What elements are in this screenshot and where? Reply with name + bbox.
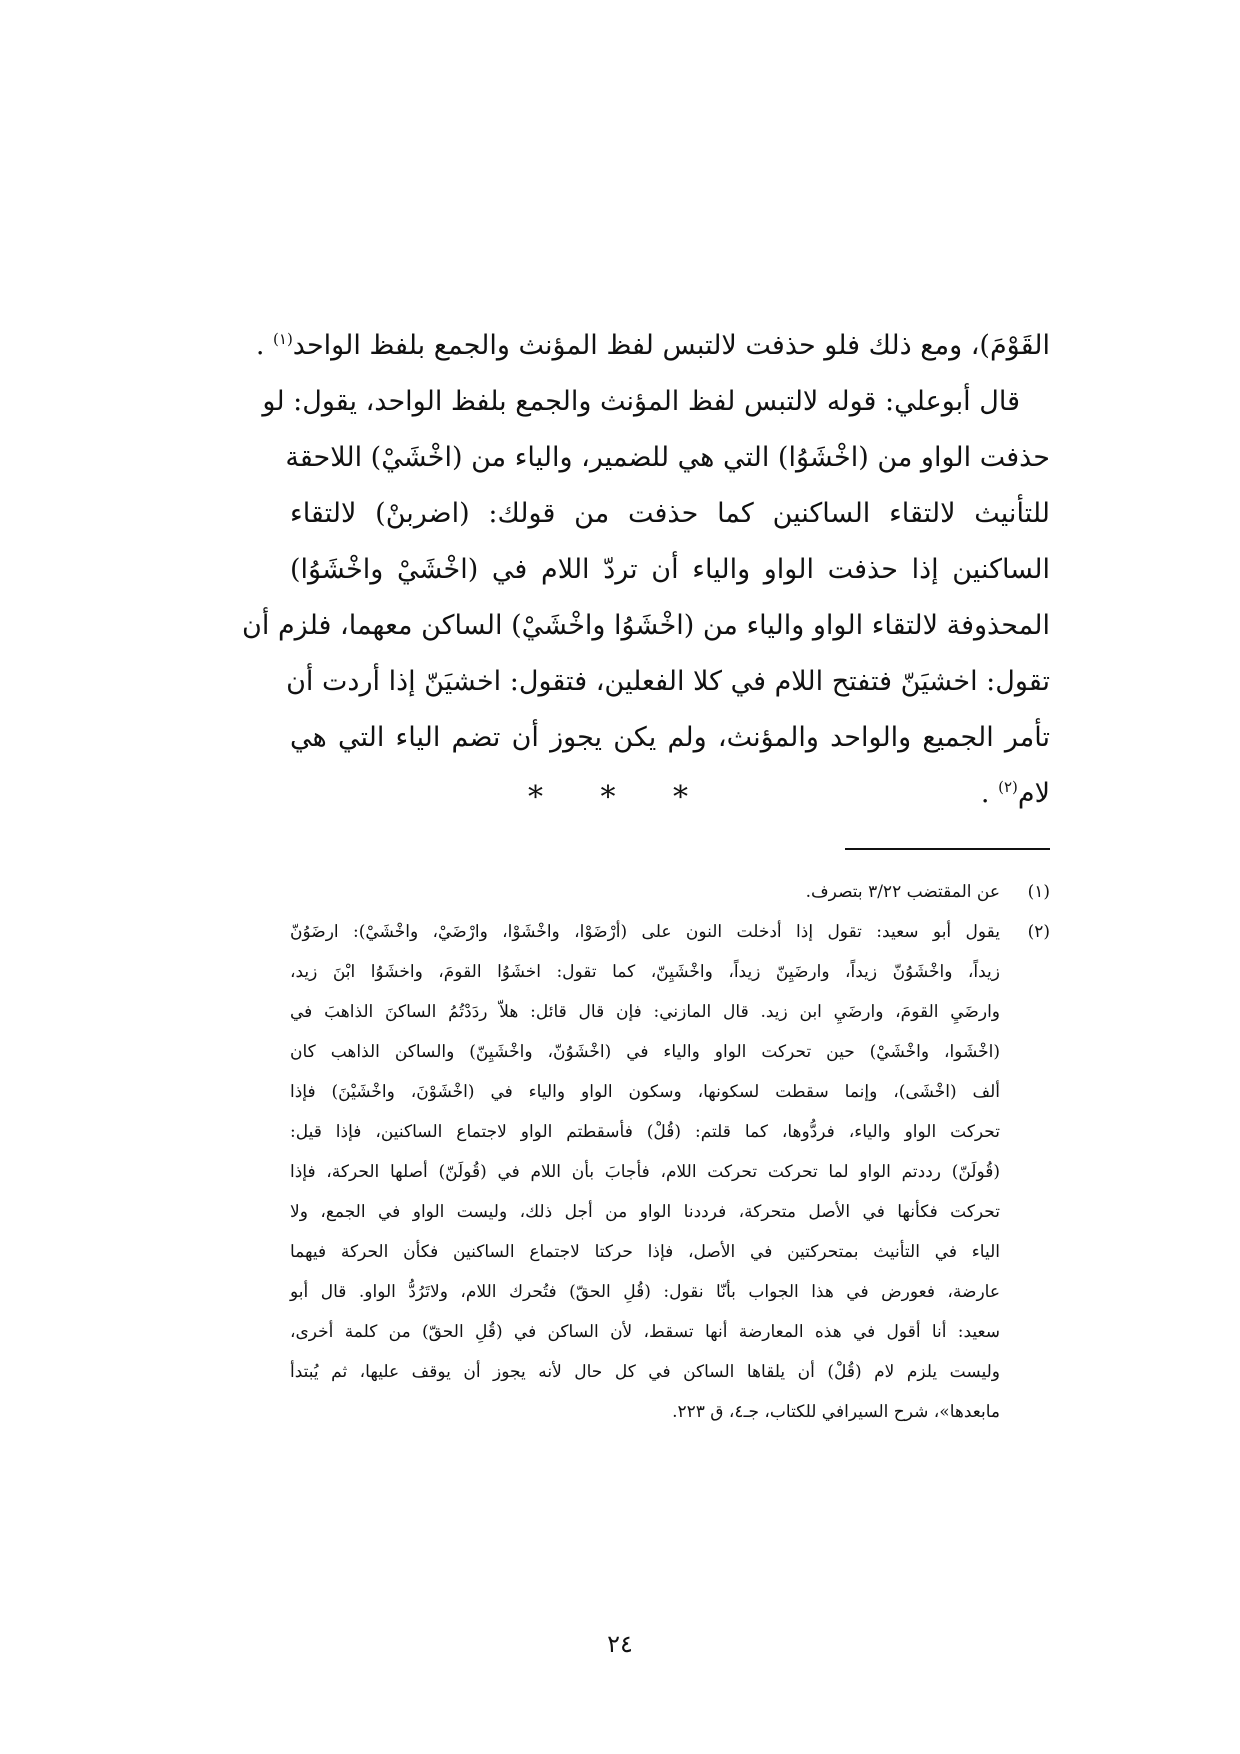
text-line-8: تأمر الجميع والواحد والمؤنث، ولم يكن يجوز أن تضم الياء التي هي xyxy=(290,722,1050,753)
footnote-line: تحركت فكأنها في الأصل متحركة، فرددنا الواو من أجل ذلك، وليست الواو في الجمع، ولا xyxy=(290,1202,1000,1222)
footnote-line: مابعدها»، شرح السيرافي للكتاب، جـ٤، ق ٢٢٣. xyxy=(672,1402,1000,1422)
footnote-line: وارضَيِ القومَ، وارضَيِ ابن زيد. قال المازني: فإن قال قائل: هلاّ ردَدْتُمُ الساكنَ الذاهبَ في xyxy=(290,1002,1000,1022)
footnote-number: (٢) xyxy=(1027,922,1050,942)
footnote-line: زيداً، واخْشَوُنّ زيداً، وارضَيِنّ زيداً، واخْشَيِنّ، كما تقول: اخشَوُا القومَ، واخشَوُا ابْنَ زيد، xyxy=(290,962,1000,982)
footnote-line: (قُولَنّ) رددتم الواو لما تحركت تحركت اللام، فأجابَ بأن اللام في (قُولَنّ) أصلها الحركة، فإذا xyxy=(290,1162,1000,1182)
main-text xyxy=(242,318,1050,822)
section-separator: * * * xyxy=(527,780,713,815)
footnote-2 xyxy=(290,912,1050,1432)
text-line-9: لام$^{(٢)}$ . xyxy=(980,778,1050,809)
text-line-7: تقول: اخشيَنّ فتفتح اللام في كلا الفعلين، فتقول: اخشيَنّ إذا أردت أن xyxy=(286,666,1050,697)
footnote-ref-1[interactable]: (١) xyxy=(273,330,293,348)
footnote-text xyxy=(290,872,1000,912)
footnote-line: سعيد: أنا أقول في هذه المعارضة أنها تسقط، لأن الساكن في (قُلِ الحقّ) من كلمة أخرى، xyxy=(290,1322,1000,1342)
footnote-line: تحركت الواو والياء، فردُّوها، كما قلتم: (قُلْ) فأسقطتم الواو لاجتماع الساكنين، فإذا قيل: xyxy=(290,1122,1000,1142)
footnote-1 xyxy=(290,872,1050,912)
page-number: ٢٤ xyxy=(607,1630,633,1658)
text-line-6: المحذوفة لالتقاء الواو والياء من (اخْشَوُا واخْشَيْ) الساكن معهما، فلزم أن xyxy=(242,610,1050,641)
text-line-1: القَوْمَ)، ومع ذلك فلو حذفت لالتبس لفظ المؤنث والجمع بلفظ الواحد$^{(١)}$ . xyxy=(255,330,1050,361)
footnote-line: عن المقتضب ٣/٢٢ بتصرف. xyxy=(805,882,1000,902)
text-line-2: قال أبوعلي: قوله لالتبس لفظ المؤنث والجمع بلفظ الواحد، يقول: لو xyxy=(262,386,1020,417)
footnote-rule xyxy=(845,848,1050,850)
footnote-text xyxy=(290,912,1000,1432)
text-line-5: الساكنين إذا حذفت الواو والياء أن تردّ اللام في (اخْشَيْ واخْشَوُا) xyxy=(290,554,1050,585)
footnote-line: يقول أبو سعيد: تقول إذا أدخلت النون على (أرْضَوْا، واخْشَوْا، وارْضَيْ، واخْشَيْ): ارضَوُنّ xyxy=(290,922,1000,942)
footnote-line: عارضة، فعورض في هذا الجواب بأنّا نقول: (قُلِ الحقّ) فتُحرك اللام، ولاتَرُدُّ الواو. قال أبو xyxy=(290,1282,1000,1302)
text-line-3: حذفت الواو من (اخْشَوُا) التي هي للضمير، والياء من (اخْشَيْ) اللاحقة xyxy=(285,442,1050,473)
footnote-ref-2[interactable]: (٢) xyxy=(998,778,1018,796)
footnote-line: ألف (اخْشَى)، وإنما سقطت لسكونها، وسكون الواو والياء في (اخْشَوْنَ، واخْشَيْنَ) فإذا xyxy=(290,1082,1000,1102)
text-line-4: للتأنيث لالتقاء الساكنين كما حذفت من قولك: (اضربنْ) لالتقاء xyxy=(290,498,1050,529)
footnote-line: وليست يلزم لام (قُلْ) أن يلقاها الساكن في كل حال لأنه يجوز أن يوقف عليها، ثم يُبتدأ xyxy=(290,1362,1000,1382)
footnote-line: الياء في التأنيث بمتحركتين في الأصل، فإذا حركتا لاجتماع الساكنين فكأن الحركة فيهما xyxy=(290,1242,1000,1262)
footnotes xyxy=(290,872,1050,1432)
footnote-line: (اخْشَوا، واخْشَيْ) حين تحركت الواو والياء في (اخْشَوُنّ، واخْشَيِنّ) والساكن الذاهب كان xyxy=(290,1042,1000,1062)
footnote-number: (١) xyxy=(1027,882,1050,902)
